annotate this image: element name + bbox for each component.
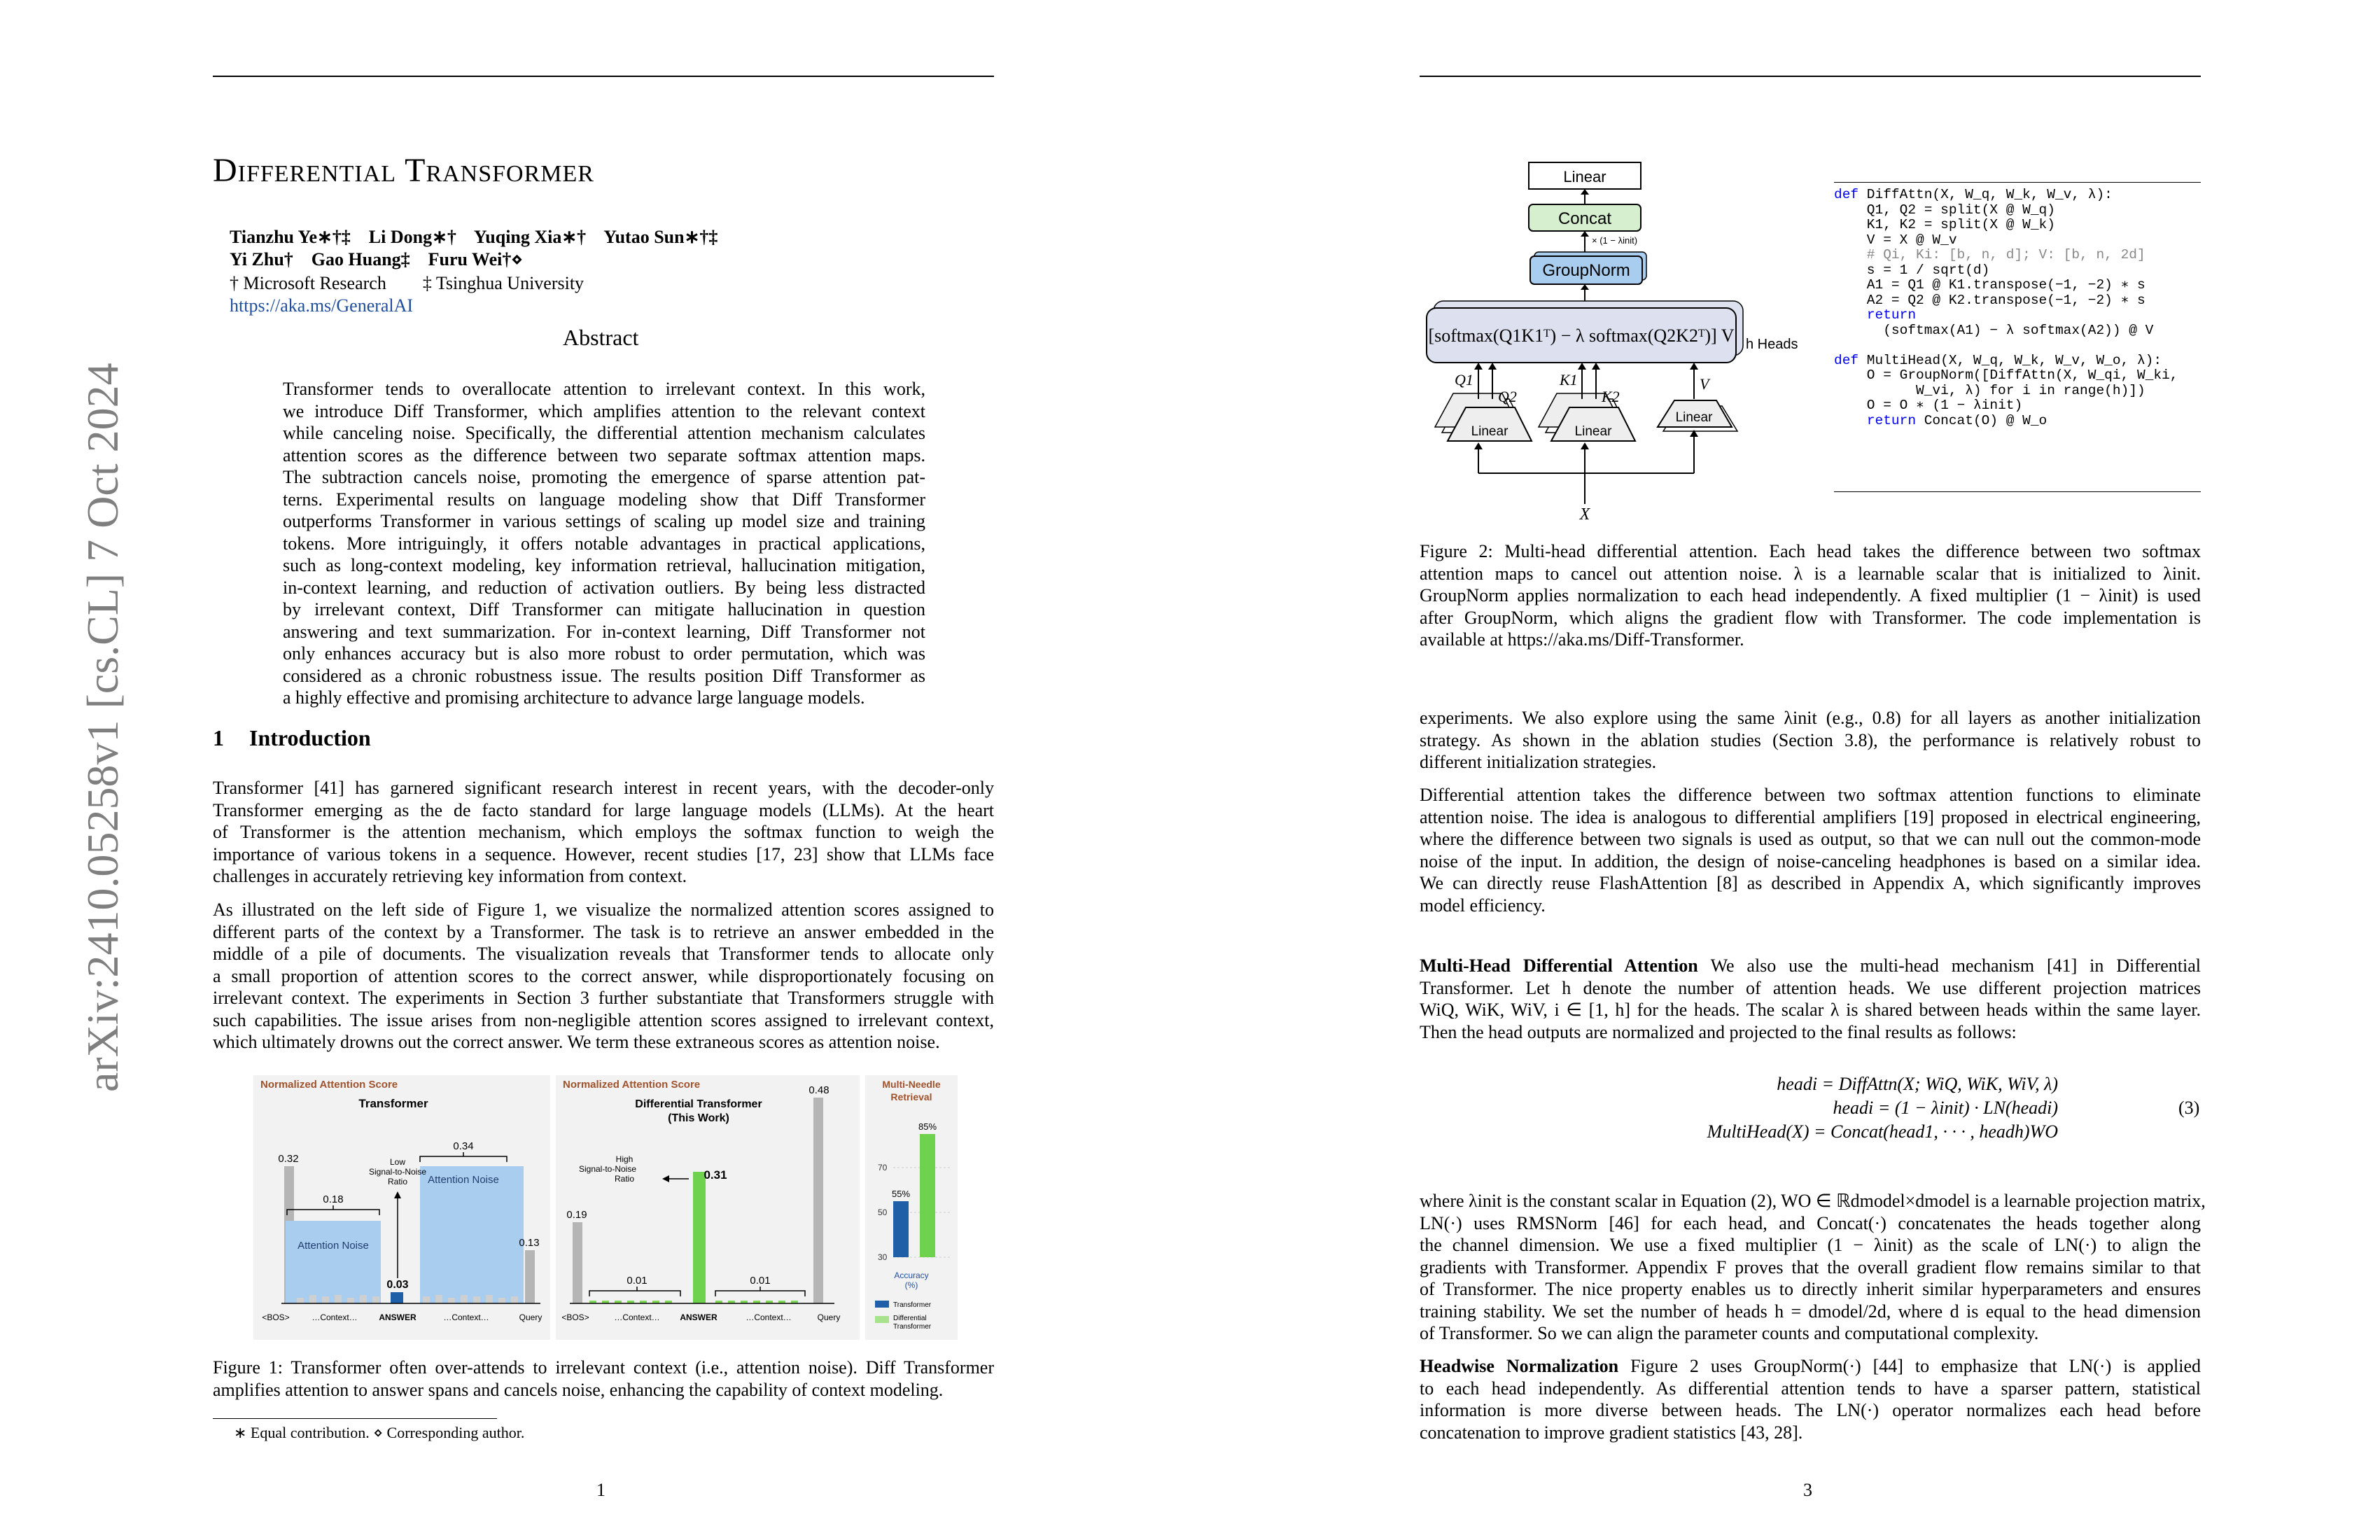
abstract-line: considered as a chronic robustness issue. The results position Diff Transformer as (283, 665, 925, 686)
low-snr-annotation: Low Signal-to-Noise Ratio (368, 1157, 427, 1186)
fig2cap-line: available at https://aka.ms/Diff-Transformer. (1420, 629, 1744, 650)
code-line: W_vi, λ) for i in range(h)]) (1834, 382, 2146, 398)
noise-block-left (286, 1221, 381, 1303)
intro2-line: irrelevant context. The experiments in Section 3 further substantiate that Transformers struggle with (213, 988, 994, 1008)
svg-text:ANSWER: ANSWER (680, 1312, 718, 1322)
code-line: return Concat(O) @ W_o (1866, 412, 2047, 428)
headwise-text-line: to each head independently. As differential attention tends to have a sparser pattern, statistical (1420, 1378, 2201, 1399)
p3-value-transformer: 55% (891, 1189, 911, 1199)
paragraph-multihead (1420, 955, 2201, 1043)
legend-diff: Differential Transformer (893, 1315, 932, 1331)
multihead-heading: Multi-Head Differential Attention (1420, 955, 1711, 976)
affiliations: † Microsoft Research ‡ Tsinghua University (230, 273, 584, 293)
code-line: A2 = Q2 @ K2.transpose(−1, −2) ∗ s (1834, 292, 2146, 308)
abstract-line: such as long-context modeling, key information retrieval, hallucination mitigation, (283, 555, 925, 575)
authors-line-1: Tianzhu Ye∗†‡ Li Dong∗† Yuqing Xia∗† Yutao Sun∗†‡ (230, 227, 718, 247)
code-line: def DiffAttn(X, W_q, W_k, W_v, λ): (1834, 187, 2113, 202)
panel-1-title: Transformer (358, 1097, 428, 1110)
fig1cap-line: amplifies attention to answer spans and cancels noise, enhancing the capability of context modeling. (213, 1379, 944, 1400)
code-line: # Qi, Ki: [b, n, d]; V: [b, n, 2d] (1834, 247, 2146, 262)
pdiff-line: model efficiency. (1420, 895, 1546, 916)
paragraph-headwise (1420, 1355, 2201, 1443)
multiplier-label: × (1 − λinit) (1592, 235, 1638, 246)
paragraph-experiments (1420, 707, 2201, 774)
fig2cap-line: Figure 2: Multi-head differential attention. Each head takes the difference between two softmax (1420, 541, 2201, 561)
pdiff-line: noise of the input. In addition, the design of noise-canceling headphones is based on a similar idea. (1420, 850, 2201, 872)
legend-transformer-swatch (875, 1301, 889, 1308)
concat-label: Concat (1558, 209, 1612, 228)
svg-text:<BOS>: <BOS> (561, 1312, 589, 1322)
code-listing (1834, 188, 2178, 428)
abstract-line: we introduce Diff Transformer, which amplifies attention to the relevant context (283, 400, 925, 421)
multihead-text-line: WiQ, WiK, WiV, i ∈ [1, h] for the heads. The scalar λ is shared between heads within the same layer. (1420, 1000, 2201, 1020)
p2-label-ctx2: 0.01 (750, 1275, 771, 1287)
q2-label: Q2 (1498, 388, 1517, 405)
figure-2-caption (1420, 540, 2201, 651)
svg-text:70: 70 (878, 1163, 888, 1172)
noise-block-right (420, 1166, 524, 1303)
intro1-line: importance of various tokens in a sequence. However, recent studies [17, 23] show that LLMs face (213, 844, 994, 864)
page-number-3: 3 (1803, 1480, 1812, 1500)
svg-text:…Context…: …Context… (443, 1312, 489, 1322)
p3-value-diff: 85% (918, 1121, 937, 1132)
pdiff-line: Differential attention takes the difference between two softmax attention functions to eliminate (1420, 785, 2201, 805)
p2-bos-bar (573, 1222, 582, 1303)
code-line: (softmax(A1) − λ softmax(A2)) @ V (1834, 322, 2154, 338)
svg-text:…Context…: …Context… (746, 1312, 792, 1322)
intro-paragraph-1 (213, 777, 994, 888)
figure-1-chart (253, 1075, 958, 1341)
intro1-line: challenges in accurately retrieving key information from context. (213, 866, 687, 886)
svg-text:Linear: Linear (1471, 424, 1508, 439)
headwise-text-line: information is more diverse between heads. The LN(·) operator normalizes each head before (1420, 1400, 2201, 1420)
headwise-text-line: Figure 2 uses GroupNorm(·) [44] to emphasize that LN(·) is applied (1630, 1356, 2201, 1376)
pwhere-line: of Transformer. The nice property enables us to directly inherit similar hyperparameters and ensures (1420, 1279, 2201, 1299)
code-line: def MultiHead(X, W_q, W_k, W_v, W_o, λ): (1834, 352, 2162, 368)
fig2cap-line: after GroupNorm, which aligns the gradient flow with Transformer. The code implementation is (1420, 607, 2201, 628)
page-number-1: 1 (596, 1480, 606, 1500)
header-rule (213, 76, 994, 77)
k2-label: K2 (1602, 388, 1620, 405)
figure-1 (253, 1075, 958, 1341)
authors-line-2: Yi Zhu† Gao Huang‡ Furu Wei†⋄ (230, 249, 523, 270)
abstract-line: only enhances accuracy but is also more robust to order permutation, which was (283, 643, 925, 664)
code-line: A1 = Q1 @ K1.transpose(−1, −2) ∗ s (1834, 277, 2146, 293)
pexp-line: experiments. We also explore using the same λinit (e.g., 0.8) for all layers as another initialization (1420, 708, 2201, 728)
figure-1-caption (213, 1357, 994, 1401)
panel-1-header: Normalized Attention Score (260, 1079, 398, 1091)
pwhere-line: of Transformer. So we can align the parameter counts and computational complexity. (1420, 1323, 2039, 1343)
linear-v (1658, 400, 1737, 431)
p2-label-answer: 0.31 (704, 1168, 727, 1182)
paper-title: Differential Transformer (213, 152, 594, 189)
p1-label-bos: 0.32 (278, 1153, 299, 1165)
legend-transformer: Transformer (893, 1301, 932, 1309)
code-line: s = 1 / sqrt(d) (1834, 262, 1990, 278)
intro2-line: As illustrated on the left side of Figure 1, we visualize the normalized attention scores assigned to (213, 899, 994, 920)
abstract-heading: Abstract (563, 325, 639, 350)
groupnorm-label: GroupNorm (1542, 261, 1630, 280)
pexp-line: strategy. As shown in the ablation studies (Section 3.8), the performance is relatively robust to (1420, 729, 2201, 750)
fig2cap-line: attention maps to cancel out attention noise. λ is a learnable scalar that is initialized to λinit. (1420, 563, 2201, 584)
paragraph-differential (1420, 784, 2201, 916)
project-link[interactable]: https://aka.ms/GeneralAI (230, 295, 414, 316)
pdiff-line: where the difference between two signals is used as output, so that we can null out the common-mode (1420, 829, 2201, 849)
intro2-line: which ultimately drowns out the correct answer. We term these extraneous scores as attention noise. (213, 1032, 940, 1052)
fig1cap-line: Figure 1: Transformer often over-attends to irrelevant context (i.e., attention noise). Diff Transformer (213, 1357, 994, 1378)
intro1-line: Transformer emerging as the de facto standard for large language models (LLMs). At the heart (213, 799, 994, 820)
abstract-line: Transformer tends to overallocate attention to irrelevant context. In this work, (283, 379, 925, 399)
abstract-line: attention scores as the difference between two separate softmax attention maps. (283, 444, 925, 465)
footnote-rule (213, 1418, 497, 1419)
p1-label-query: 0.13 (519, 1237, 540, 1249)
pwhere-line: the channel dimension. We use a fixed multiplier (1 − λinit) as the scale of LN(·) to align the (1420, 1235, 2201, 1255)
abstract-line: outperforms Transformer in various settings of scaling up model size and training (283, 511, 925, 531)
p3-axis-label: Accuracy (%) (894, 1270, 929, 1290)
code-line: Q1, Q2 = split(X @ W_q) (1834, 202, 2055, 218)
x-input-label: X (1579, 505, 1590, 524)
intro1-line: Transformer [41] has garnered significant research interest in recent years, with the decoder-only (213, 778, 994, 798)
headwise-heading: Headwise Normalization (1420, 1356, 1631, 1376)
panel-2-title: Differential Transformer (This Work) (635, 1098, 762, 1124)
intro1-line: of Transformer is the attention mechanism, which employs the softmax function to weigh the (213, 822, 994, 842)
section-number: 1 (213, 725, 224, 750)
abstract-line: a highly effective and promising architecture to advance large language models. (283, 687, 865, 708)
fig2cap-line: GroupNorm applies normalization to each head independently. A fixed multiplier (1 − λinit) is used (1420, 585, 2201, 606)
k1-label: K1 (1560, 371, 1578, 388)
header-rule-3 (1420, 76, 2201, 77)
paragraph-where (1420, 1190, 2206, 1345)
multihead-text-line: Transformer. Let h denote the number of attention heads. We use different projection matrices (1420, 977, 2201, 998)
intro2-line: middle of a pile of documents. The visualization reveals that Transformer tends to allocate only (213, 944, 994, 964)
panel-2-header: Normalized Attention Score (563, 1079, 701, 1091)
p2-query-bar (813, 1098, 823, 1303)
linear-q (1435, 393, 1532, 441)
equation-line-2: headi = (1 − λinit) · LN(headi) (1833, 1098, 2058, 1118)
p2-label-ctx1: 0.01 (626, 1275, 648, 1287)
code-rule-bottom (1834, 491, 2201, 492)
equation-number: (3) (2178, 1098, 2200, 1118)
p1-label-ctx2: 0.34 (453, 1140, 474, 1152)
pwhere-line: where λinit is the constant scalar in Equation (2), WO ∈ ℝdmodel×dmodel is a learnable projection matrix, (1420, 1191, 2206, 1211)
pwhere-line: LN(·) uses RMSNorm [46] for each head, and Concat(·) concatenates the heads together along (1420, 1212, 2201, 1233)
section-title: Introduction (249, 725, 371, 750)
diff-attn-formula: [softmax(Q1K1ᵀ) − λ softmax(Q2K2ᵀ)] V (1428, 326, 1735, 346)
intro2-line: different parts of the context by a Transformer. The task is to retrieve an answer embedded in the (213, 921, 994, 942)
figure-2-diagram (1420, 154, 1826, 525)
code-line: return (1866, 307, 1917, 323)
p1-label-ctx1: 0.18 (323, 1194, 344, 1205)
intro2-line: such capabilities. The issue arises from non-negligible attention scores assigned to irrelevant context, (213, 1009, 994, 1030)
footnote: ∗ Equal contribution. ⋄ Corresponding author. (234, 1424, 525, 1441)
code-line: V = X @ W_v (1834, 232, 1957, 248)
multihead-text-line: We also use the multi-head mechanism [41] in Differential (1710, 955, 2201, 976)
code-line: K1, K2 = split(X @ W_k) (1834, 217, 2055, 232)
svg-text:Query: Query (519, 1312, 542, 1322)
multihead-text-line: Then the head outputs are normalized and projected to the final results as follows: (1420, 1021, 2017, 1042)
linear-top-label: Linear (1563, 168, 1606, 186)
abstract-line: answering and text summarization. For in-context learning, Diff Transformer not (283, 621, 925, 642)
svg-text:30: 30 (878, 1252, 888, 1262)
query-bar (525, 1250, 535, 1303)
pexp-line: different initialization strategies. (1420, 752, 1657, 772)
abstract-line: while canceling noise. Specifically, the differential attention mechanism calculates (283, 423, 925, 443)
abstract-line: terns. Experimental results on language modeling show that Diff Transformer (283, 489, 925, 510)
noise-label-right: Attention Noise (428, 1174, 499, 1186)
pdiff-line: attention noise. The idea is analogous to differential amplifiers [19] proposed in electrical engineering, (1420, 806, 2201, 827)
pwhere-line: gradients with Transformer. Appendix F proves that the overall gradient flow remains similar to that (1420, 1256, 2201, 1278)
p3-transformer-bar (893, 1201, 909, 1257)
p2-label-query: 0.48 (808, 1084, 830, 1096)
linear-k (1539, 393, 1635, 441)
abstract-line: The subtraction cancels noise, promoting the emergence of sparse attention pat- (283, 467, 925, 487)
v-label: V (1700, 375, 1709, 393)
svg-text:ANSWER: ANSWER (379, 1312, 416, 1322)
svg-text:…Context…: …Context… (614, 1312, 660, 1322)
arxiv-stamp: arXiv:2410.05258v1 [cs.CL] 7 Oct 2024 (78, 363, 127, 1092)
code-line (1834, 338, 2178, 354)
panel-3-header: Multi-Needle Retrieval (882, 1079, 941, 1102)
p2-answer-bar (693, 1172, 706, 1303)
headwise-text-line: concatenation to improve gradient statistics [43, 28]. (1420, 1422, 1803, 1443)
legend-diff-swatch (875, 1316, 889, 1323)
pwhere-line: training stability. We set the number of heads h = dmodel/2d, where d is equal to the head dimension (1420, 1301, 2201, 1322)
equation-line-3: MultiHead(X) = Concat(head1, · · · , headh)WO (1707, 1121, 2058, 1142)
p2-label-bos: 0.19 (566, 1209, 587, 1221)
equation-line-1: headi = DiffAttn(X; WiQ, WiK, WiV, λ) (1777, 1074, 2058, 1094)
pdiff-line: We can directly reuse FlashAttention [8] as described in Appendix A, which significantly improves (1420, 873, 2201, 893)
answer-bar (391, 1292, 403, 1303)
svg-text:…Context…: …Context… (312, 1312, 358, 1322)
p3-diff-bar (920, 1134, 935, 1257)
svg-text:Query: Query (817, 1312, 841, 1322)
svg-text:Linear: Linear (1574, 424, 1612, 439)
svg-text:Linear: Linear (1675, 410, 1713, 425)
code-rule-top (1834, 182, 2201, 183)
abstract-line: tokens. More intriguingly, it offers notable advantages in practical applications, (283, 533, 925, 554)
high-snr-annotation: High Signal-to-Noise Ratio (578, 1154, 637, 1184)
q1-label: Q1 (1455, 371, 1474, 388)
abstract-line: by irrelevant context, Diff Transformer can mitigate hallucination in question (283, 599, 925, 620)
code-line: O = O ∗ (1 − λinit) (1834, 398, 2023, 413)
svg-text:<BOS>: <BOS> (262, 1312, 290, 1322)
abstract-body (283, 378, 925, 709)
intro-paragraph-2 (213, 899, 994, 1054)
noise-label-left: Attention Noise (298, 1240, 369, 1252)
p1-label-answer: 0.03 (386, 1279, 409, 1291)
intro2-line: a small proportion of attention scores to the correct answer, while disproportionately focusing on (213, 965, 994, 986)
svg-text:50: 50 (878, 1208, 888, 1217)
abstract-line: in-context learning, and reduction of activation outliers. By being less distracted (283, 577, 925, 598)
heads-label: h Heads (1746, 337, 1798, 352)
code-line: O = GroupNorm([DiffAttn(X, W_qi, W_ki, (1834, 368, 2178, 383)
